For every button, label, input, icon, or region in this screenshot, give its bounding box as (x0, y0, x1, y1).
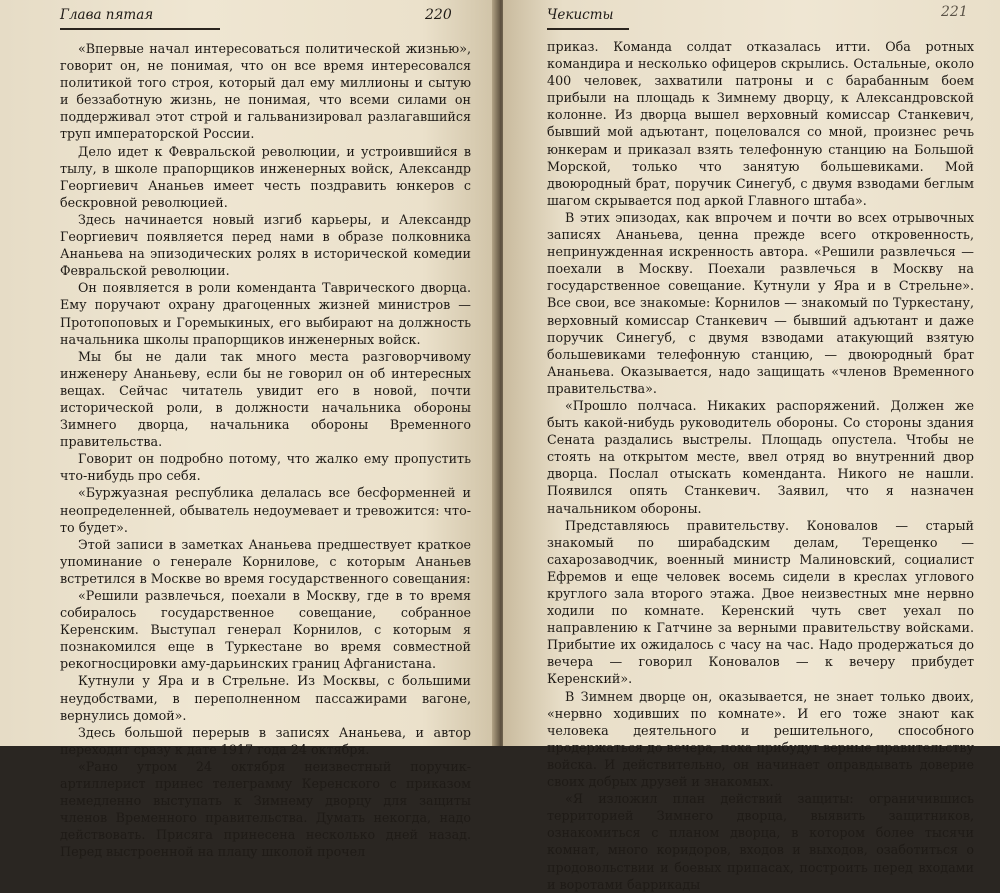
paragraph: «Прошло полчаса. Никаких распоряжений. Должен же быть какой-нибудь руководитель обороны. Со стороны здания Сената раздались выстрелы. Площадь опустела. Чтобы не стоять на открытом месте, ввел отряд во внутренний двор дворца. Послал отыскать коменданта. Никого не нашли. Появился опять Станкевич. Заявил, что я назначен начальником обороны. (547, 397, 974, 516)
paragraph: «Буржуазная республика делалась все бесформенней и неопределенней, обыватель недоумевает и тревожится: что-то будет». (60, 485, 471, 535)
paragraph: В Зимнем дворце он, оказывается, не знает только двоих, «нервно ходивших по комнате». И его тоже знают как человека деятельного и решительного, способного продержаться до вечера, пока прибудут верные правительству войска. И действительно, он начинает оправдывать доверие своих добрых друзей и знакомых. (547, 688, 974, 790)
right-page-number: 221 (941, 4, 968, 20)
chapter-title: Глава пятая (60, 7, 154, 23)
paragraph: Этой записи в заметках Ананьева предшествует краткое упоминание о генерале Корнилове, с которым Ананьев встретился в Москве во время государственного совещания: (60, 536, 471, 586)
right-running-head (547, 6, 629, 30)
paragraph: Представляюсь правительству. Коновалов — старый знакомый по ширабадским делам, Терещенко — сахарозаводчик, военный министр Малиновский, социалист Ефремов и еще человек восемь сидели в креслах углового круглого зала второго этажа. Двое неизвестных мне нервно ходили по комнате. Керенский чуть свет уехал по направлению к Гатчине за верными правительству войсками. Прибытие их ожидалось с часу на час. Надо продержаться до вечера — говорил Коновалов — к вечеру прибудет Керенский». (547, 517, 974, 687)
paragraph: Мы бы не дали так много места разговорчивому инженеру Ананьеву, если бы не говорил он об интересных вещах. Сейчас читатель увидит его в новой, почти исторической роли, в должности начальника обороны Зимнего дворца, начальника обороны Временного правительства. (60, 348, 471, 450)
right-page-text (547, 38, 974, 893)
paragraph: Говорит он подробно потому, что жалко ему пропустить что-нибудь про себя. (60, 451, 471, 484)
left-running-head (60, 6, 220, 30)
paragraph: Здесь большой перерыв в записях Ананьева, и автор переходит сразу к дате 1917 года 24 октября. (60, 724, 471, 757)
left-page-number: 220 (425, 7, 452, 23)
paragraph: «Решили развлечься, поехали в Москву, где в то время собиралось государственное совещание, собранное Керенским. Выступал генерал Корнилов, с которым я познакомился еще в Туркестане во время совместной рекогносцировки аму-дарьинских границ Афганистана. (60, 588, 471, 672)
left-page (0, 0, 497, 860)
book-title: Чекисты (547, 7, 614, 23)
paragraph: Он появляется в роли коменданта Таврического дворца. Ему поручают охрану драгоценных жизней министров — Протопоповых и Горемыкиных, его выбирают на должность начальника школы прапорщиков инженерных войск. (60, 280, 471, 347)
left-page-text (60, 40, 471, 861)
paragraph: «Впервые начал интересоваться политической жизнью», говорит он, не понимая, что он все время интересовался политикой того строя, который дал ему миллионы и сытую и беззаботную жизнь, не понимая, что всеми силами он поддерживал этот строй и гальванизировал разлагавшийся труп императорской России. (60, 41, 471, 142)
right-page (503, 0, 1000, 892)
paragraph: Кутнули у Яра и в Стрельне. Из Москвы, с большими неудобствами, в переполненном пассажирами вагоне, вернулись домой». (60, 673, 471, 723)
paragraph: приказ. Команда солдат отказалась итти. Оба ротных командира и несколько офицеров скрылись. Остальные, около 400 человек, захватили патроны и с барабанным боем прибыли на площадь к Зимнему дворцу, к Александровской колонне. Из дворца вышел верховный комиссар Станкевич, бывший мой адъютант, поцеловался со мной, произнес речь юнкерам и приказал взять телефонную станцию на Большой Морской, только что занятую большевиками. Мой двоюродный брат, поручик Синегуб, с двумя взводами беглым шагом скрывается под аркой Главного штаба». (547, 39, 974, 208)
paragraph: Дело идет к Февральской революции, и устроившийся в тылу, в школе прапорщиков инженерных войск, Александр Георгиевич Ананьев имеет честь поздравить юнкеров с бескровной революцией. (60, 143, 471, 210)
paragraph: В этих эпизодах, как впрочем и почти во всех отрывочных записях Ананьева, ценна прежде всего откровенность, непринужденная искренность автора. «Решили развлечься — поехали в Москву. Поехали развлечься в Москву на государственное совещание. Кутнули у Яра и в Стрельне». Все свои, все знакомые: Корнилов — знакомый по Туркестану, верховный комиссар Станкевич — бывший адъютант и даже поручик Синегуб, с двумя взводами атакующий взятую большевиками телефонную станцию, — двоюродный брат Ананьева. Оказывается, надо защищать «членов Временного правительства». (547, 209, 974, 396)
paragraph: «Рано утром 24 октября неизвестный поручик-артиллерист принес телеграмму Керенского с приказом немедленно выступать к Зимнему дворцу для защиты членов Временного правительства. Думать некогда, надо действовать. Присяга принесена несколько дней назад. Перед выстроенной на плацу школой прочел (60, 758, 471, 860)
paragraph: Здесь начинается новый изгиб карьеры, и Александр Георгиевич появляется перед нами в образе полковника Ананьева на эпизодических ролях в исторической комедии Февральской революции. (60, 211, 471, 279)
paragraph: «Я изложил план действий защиты: ограничившись территорией Зимнего дворца, выявить защитников, ознакомиться с планом дворца, в котором более тысячи комнат, много коридоров, входов и выходов, озаботиться о продовольствии и боевых припасах, построить перед входами и воротами баррикады (547, 791, 974, 892)
